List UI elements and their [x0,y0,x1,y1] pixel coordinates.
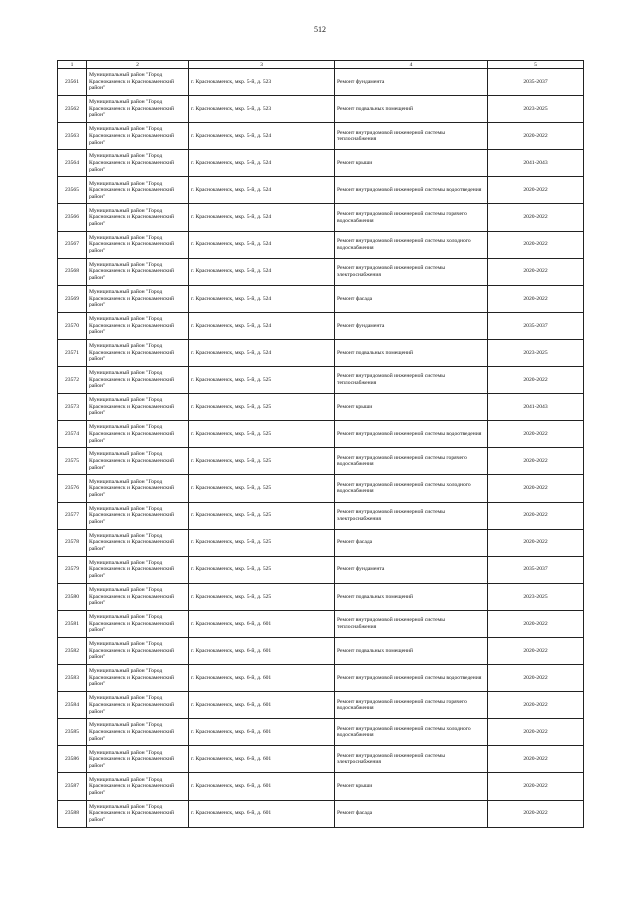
table-row [58,502,584,529]
row-number-cell: 23574 [58,421,87,448]
work-type-cell: Ремонт внутридомовой инженерной системы теплоснабжения [335,610,488,637]
address-cell: г. Краснокаменск, мкр. 5-й, д. 525 [189,394,335,421]
address-cell: г. Краснокаменск, мкр. 5-й, д. 524 [189,150,335,177]
table-row [58,96,584,123]
address-cell: г. Краснокаменск, мкр. 5-й, д. 525 [189,556,335,583]
column-header: 2 [87,61,189,69]
period-cell: 2020-2022 [488,421,584,448]
address-cell: г. Краснокаменск, мкр. 6-й, д. 601 [189,665,335,692]
address-cell: г. Краснокаменск, мкр. 6-й, д. 601 [189,637,335,664]
municipality-cell: Муниципальный район "Город Краснокаменск и Краснокаменский район" [87,231,189,258]
work-type-cell: Ремонт подвальных помещений [335,583,488,610]
period-cell: 2041-2043 [488,394,584,421]
work-type-cell: Ремонт внутридомовой инженерной системы водоотведения [335,665,488,692]
address-cell: г. Краснокаменск, мкр. 6-й, д. 601 [189,800,335,827]
municipality-cell: Муниципальный район "Город Краснокаменск и Краснокаменский район" [87,692,189,719]
period-cell: 2020-2022 [488,692,584,719]
table-row [58,367,584,394]
row-number-cell: 23583 [58,665,87,692]
work-type-cell: Ремонт крыши [335,773,488,800]
table-row [58,123,584,150]
period-cell: 2020-2022 [488,665,584,692]
row-number-cell: 23577 [58,502,87,529]
column-header: 4 [335,61,488,69]
municipality-cell: Муниципальный район "Город Краснокаменск и Краснокаменский район" [87,665,189,692]
row-number-cell: 23575 [58,448,87,475]
municipality-cell: Муниципальный район "Город Краснокаменск и Краснокаменский район" [87,556,189,583]
address-cell: г. Краснокаменск, мкр. 5-й, д. 525 [189,475,335,502]
table-row [58,258,584,285]
work-type-cell: Ремонт внутридомовой инженерной системы холодного водоснабжения [335,231,488,258]
work-type-cell: Ремонт внутридомовой инженерной системы водоотведения [335,421,488,448]
table-row [58,394,584,421]
municipality-cell: Муниципальный район "Город Краснокаменск и Краснокаменский район" [87,746,189,773]
row-number-cell: 23570 [58,312,87,339]
period-cell: 2023-2025 [488,96,584,123]
period-cell: 2020-2022 [488,258,584,285]
address-cell: г. Краснокаменск, мкр. 5-й, д. 525 [189,502,335,529]
period-cell: 2020-2022 [488,177,584,204]
municipality-cell: Муниципальный район "Город Краснокаменск и Краснокаменский район" [87,583,189,610]
address-cell: г. Краснокаменск, мкр. 5-й, д. 523 [189,69,335,96]
row-number-cell: 23581 [58,610,87,637]
row-number-cell: 23576 [58,475,87,502]
period-cell: 2041-2043 [488,150,584,177]
row-number-cell: 23580 [58,583,87,610]
table-row [58,800,584,827]
work-type-cell: Ремонт фасада [335,285,488,312]
address-cell: г. Краснокаменск, мкр. 5-й, д. 524 [189,177,335,204]
column-header: 3 [189,61,335,69]
address-cell: г. Краснокаменск, мкр. 6-й, д. 601 [189,773,335,800]
period-cell: 2035-2037 [488,69,584,96]
municipality-cell: Муниципальный район "Город Краснокаменск и Краснокаменский район" [87,394,189,421]
work-type-cell: Ремонт внутридомовой инженерной системы горячего водоснабжения [335,204,488,231]
period-cell: 2020-2022 [488,800,584,827]
work-type-cell: Ремонт фундамента [335,69,488,96]
row-number-cell: 23584 [58,692,87,719]
period-cell: 2020-2022 [488,746,584,773]
work-type-cell: Ремонт крыши [335,394,488,421]
table-row [58,421,584,448]
row-number-cell: 23567 [58,231,87,258]
work-type-cell: Ремонт фасада [335,529,488,556]
work-type-cell: Ремонт подвальных помещений [335,339,488,366]
table-row [58,637,584,664]
row-number-cell: 23588 [58,800,87,827]
address-cell: г. Краснокаменск, мкр. 6-й, д. 601 [189,610,335,637]
address-cell: г. Краснокаменск, мкр. 5-й, д. 524 [189,312,335,339]
period-cell: 2020-2022 [488,719,584,746]
table-row [58,583,584,610]
work-type-cell: Ремонт фундамента [335,312,488,339]
period-cell: 2035-2037 [488,312,584,339]
table-row [58,773,584,800]
period-cell: 2023-2025 [488,583,584,610]
address-cell: г. Краснокаменск, мкр. 5-й, д. 524 [189,285,335,312]
header-row [58,61,584,69]
row-number-cell: 23585 [58,719,87,746]
municipality-cell: Муниципальный район "Город Краснокаменск и Краснокаменский район" [87,285,189,312]
municipality-cell: Муниципальный район "Город Краснокаменск и Краснокаменский район" [87,177,189,204]
row-number-cell: 23569 [58,285,87,312]
municipality-cell: Муниципальный район "Город Краснокаменск и Краснокаменский район" [87,610,189,637]
row-number-cell: 23562 [58,96,87,123]
table-row [58,150,584,177]
row-number-cell: 23573 [58,394,87,421]
table-row [58,448,584,475]
table-row [58,556,584,583]
table-row [58,746,584,773]
municipality-cell: Муниципальный район "Город Краснокаменск и Краснокаменский район" [87,150,189,177]
work-type-cell: Ремонт внутридомовой инженерной системы горячего водоснабжения [335,692,488,719]
period-cell: 2035-2037 [488,556,584,583]
period-cell: 2020-2022 [488,204,584,231]
address-cell: г. Краснокаменск, мкр. 5-й, д. 525 [189,367,335,394]
period-cell: 2020-2022 [488,285,584,312]
page-number: 512 [314,25,326,34]
municipality-cell: Муниципальный район "Город Краснокаменск и Краснокаменский район" [87,421,189,448]
address-cell: г. Краснокаменск, мкр. 6-й, д. 601 [189,692,335,719]
period-cell: 2023-2025 [488,339,584,366]
work-type-cell: Ремонт подвальных помещений [335,96,488,123]
table-row [58,204,584,231]
municipality-cell: Муниципальный район "Город Краснокаменск и Краснокаменский район" [87,258,189,285]
municipality-cell: Муниципальный район "Город Краснокаменск и Краснокаменский район" [87,502,189,529]
row-number-cell: 23579 [58,556,87,583]
period-cell: 2020-2022 [488,637,584,664]
work-type-cell: Ремонт внутридомовой инженерной системы электроснабжения [335,502,488,529]
table-row [58,610,584,637]
work-type-cell: Ремонт внутридомовой инженерной системы теплоснабжения [335,367,488,394]
row-number-cell: 23568 [58,258,87,285]
address-cell: г. Краснокаменск, мкр. 5-й, д. 525 [189,583,335,610]
work-type-cell: Ремонт внутридомовой инженерной системы холодного водоснабжения [335,475,488,502]
table-row [58,231,584,258]
period-cell: 2020-2022 [488,448,584,475]
address-cell: г. Краснокаменск, мкр. 6-й, д. 601 [189,719,335,746]
row-number-cell: 23586 [58,746,87,773]
period-cell: 2020-2022 [488,610,584,637]
address-cell: г. Краснокаменск, мкр. 5-й, д. 525 [189,529,335,556]
municipality-cell: Муниципальный район "Город Краснокаменск и Краснокаменский район" [87,367,189,394]
row-number-cell: 23564 [58,150,87,177]
address-cell: г. Краснокаменск, мкр. 5-й, д. 524 [189,258,335,285]
row-number-cell: 23587 [58,773,87,800]
municipality-cell: Муниципальный район "Город Краснокаменск и Краснокаменский район" [87,204,189,231]
table-row [58,719,584,746]
municipality-cell: Муниципальный район "Город Краснокаменск и Краснокаменский район" [87,339,189,366]
work-type-cell: Ремонт подвальных помещений [335,637,488,664]
table-row [58,69,584,96]
period-cell: 2020-2022 [488,529,584,556]
capital-repair-table [57,60,584,828]
work-type-cell: Ремонт внутридомовой инженерной системы электроснабжения [335,746,488,773]
table-row [58,665,584,692]
address-cell: г. Краснокаменск, мкр. 5-й, д. 525 [189,421,335,448]
address-cell: г. Краснокаменск, мкр. 6-й, д. 601 [189,746,335,773]
municipality-cell: Муниципальный район "Город Краснокаменск и Краснокаменский район" [87,800,189,827]
column-header: 5 [488,61,584,69]
table-row [58,692,584,719]
period-cell: 2020-2022 [488,123,584,150]
address-cell: г. Краснокаменск, мкр. 5-й, д. 523 [189,96,335,123]
address-cell: г. Краснокаменск, мкр. 5-й, д. 524 [189,123,335,150]
table-row [58,312,584,339]
row-number-cell: 23582 [58,637,87,664]
work-type-cell: Ремонт внутридомовой инженерной системы водоотведения [335,177,488,204]
period-cell: 2020-2022 [488,231,584,258]
municipality-cell: Муниципальный район "Город Краснокаменск и Краснокаменский район" [87,773,189,800]
period-cell: 2020-2022 [488,475,584,502]
work-type-cell: Ремонт фундамента [335,556,488,583]
period-cell: 2020-2022 [488,773,584,800]
row-number-cell: 23565 [58,177,87,204]
table-row [58,475,584,502]
municipality-cell: Муниципальный район "Город Краснокаменск и Краснокаменский район" [87,448,189,475]
municipality-cell: Муниципальный район "Город Краснокаменск и Краснокаменский район" [87,96,189,123]
row-number-cell: 23561 [58,69,87,96]
period-cell: 2020-2022 [488,502,584,529]
row-number-cell: 23578 [58,529,87,556]
address-cell: г. Краснокаменск, мкр. 5-й, д. 524 [189,204,335,231]
work-type-cell: Ремонт фасада [335,800,488,827]
work-type-cell: Ремонт внутридомовой инженерной системы электроснабжения [335,258,488,285]
address-cell: г. Краснокаменск, мкр. 5-й, д. 524 [189,339,335,366]
table-row [58,339,584,366]
municipality-cell: Муниципальный район "Город Краснокаменск и Краснокаменский район" [87,312,189,339]
row-number-cell: 23572 [58,367,87,394]
municipality-cell: Муниципальный район "Город Краснокаменск и Краснокаменский район" [87,69,189,96]
address-cell: г. Краснокаменск, мкр. 5-й, д. 525 [189,448,335,475]
work-type-cell: Ремонт внутридомовой инженерной системы теплоснабжения [335,123,488,150]
period-cell: 2020-2022 [488,367,584,394]
table-row [58,529,584,556]
municipality-cell: Муниципальный район "Город Краснокаменск и Краснокаменский район" [87,637,189,664]
row-number-cell: 23563 [58,123,87,150]
column-header: 1 [58,61,87,69]
row-number-cell: 23566 [58,204,87,231]
table-row [58,285,584,312]
municipality-cell: Муниципальный район "Город Краснокаменск и Краснокаменский район" [87,719,189,746]
address-cell: г. Краснокаменск, мкр. 5-й, д. 524 [189,231,335,258]
municipality-cell: Муниципальный район "Город Краснокаменск и Краснокаменский район" [87,529,189,556]
work-type-cell: Ремонт внутридомовой инженерной системы холодного водоснабжения [335,719,488,746]
work-type-cell: Ремонт крыши [335,150,488,177]
work-type-cell: Ремонт внутридомовой инженерной системы горячего водоснабжения [335,448,488,475]
table-row [58,177,584,204]
row-number-cell: 23571 [58,339,87,366]
municipality-cell: Муниципальный район "Город Краснокаменск и Краснокаменский район" [87,475,189,502]
municipality-cell: Муниципальный район "Город Краснокаменск и Краснокаменский район" [87,123,189,150]
